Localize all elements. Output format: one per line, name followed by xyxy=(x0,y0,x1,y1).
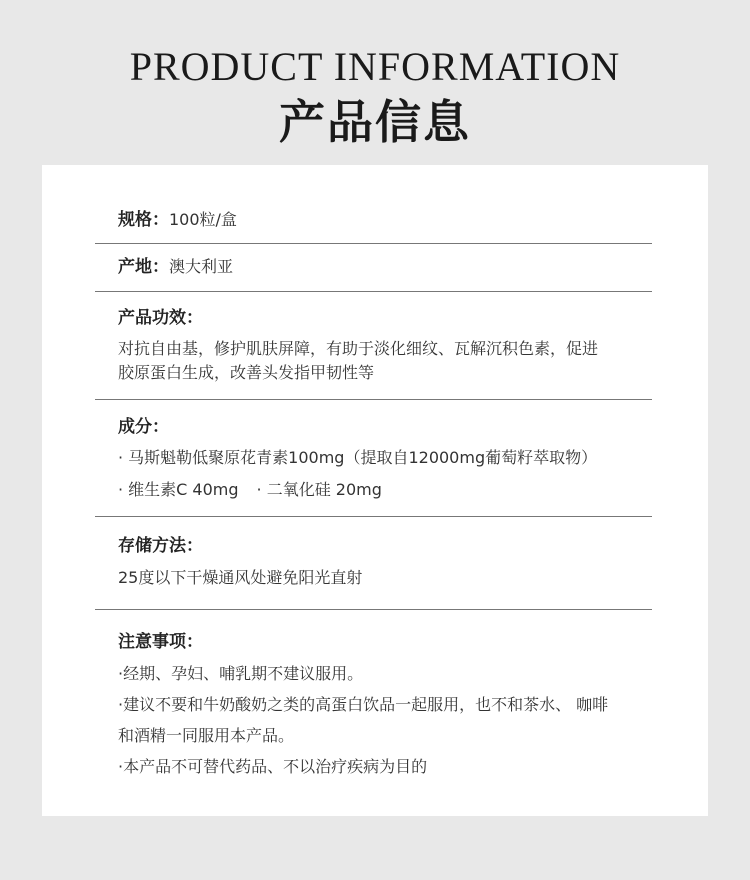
divider xyxy=(95,243,652,244)
divider xyxy=(95,291,652,292)
spec-label: 规格： xyxy=(118,210,169,230)
efficacy-label: 产品功效： xyxy=(118,308,203,328)
storage-section xyxy=(118,535,678,590)
origin-label: 产地： xyxy=(118,257,169,277)
info-card xyxy=(42,165,708,816)
efficacy-section xyxy=(118,307,678,385)
efficacy-line: 胶原蛋白生成，改善头发指甲韧性等 xyxy=(118,363,375,382)
efficacy-line: 对抗自由基，修护肌肤屏障，有助于淡化细纹、瓦解沉积色素，促进 xyxy=(118,339,599,358)
note-line: 和酒精一同服用本产品。 xyxy=(118,726,295,745)
note-line: ·建议不要和牛奶酸奶之类的高蛋白饮品一起服用，也不和茶水、 咖啡 xyxy=(118,695,609,714)
ingredient-line: · 马斯魁勒低聚原花青素100mg（提取自12000mg葡萄籽萃取物） xyxy=(118,448,598,467)
notes-section xyxy=(118,631,698,778)
notes-label: 注意事项： xyxy=(118,632,203,652)
ingredients-section xyxy=(118,416,678,501)
title-english: PRODUCT INFORMATION xyxy=(129,44,621,89)
ingredient-line xyxy=(118,479,678,501)
divider xyxy=(95,399,652,400)
storage-label: 存储方法： xyxy=(118,536,203,556)
origin-value: 澳大利亚 xyxy=(169,257,234,276)
divider xyxy=(95,516,652,517)
divider xyxy=(95,609,652,610)
note-line: ·经期、孕妇、哺乳期不建议服用。 xyxy=(118,664,364,683)
ingredients-label: 成分： xyxy=(118,417,169,437)
title-chinese: 产品信息 xyxy=(279,95,471,149)
storage-value: 25度以下干燥通风处避免阳光直射 xyxy=(118,568,363,587)
ingredient-item: · 二氧化硅 20mg xyxy=(256,480,382,499)
spec-value: 100粒/盒 xyxy=(169,210,237,229)
note-line: ·本产品不可替代药品、不以治疗疾病为目的 xyxy=(118,757,428,776)
origin-row xyxy=(118,256,678,278)
ingredient-item: · 维生素C 40mg xyxy=(118,480,239,499)
spec-row xyxy=(118,209,678,231)
